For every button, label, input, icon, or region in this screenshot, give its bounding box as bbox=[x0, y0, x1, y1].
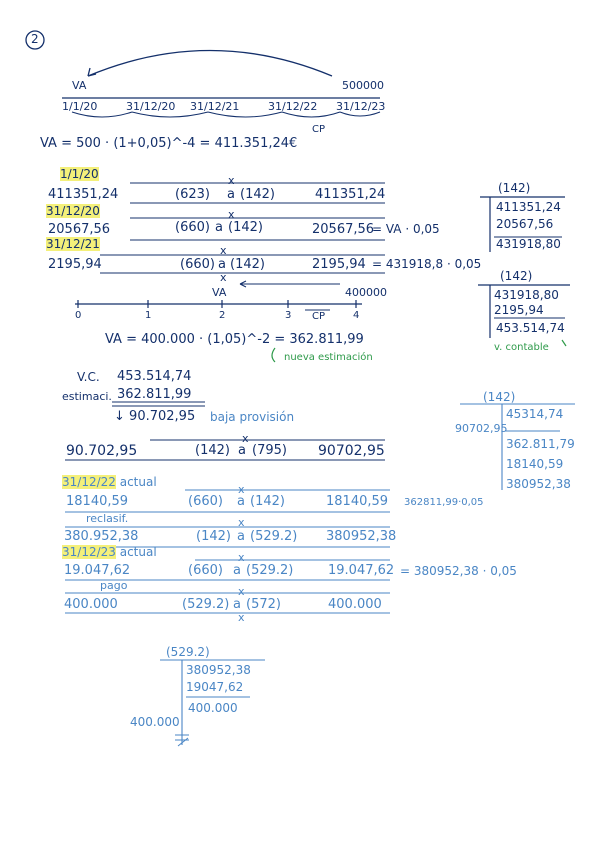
credit-account: (142) bbox=[230, 257, 265, 272]
t-account-total: 431918,80 bbox=[496, 237, 561, 251]
difference-note: baja provisión bbox=[210, 410, 295, 424]
t-account-entry: 362.811,79 bbox=[506, 437, 575, 451]
entry-date: 1/1/20 bbox=[60, 167, 99, 181]
entry-label: reclasif. bbox=[86, 512, 129, 525]
entry-note: = VA · 0,05 bbox=[372, 222, 440, 236]
green-arrow bbox=[272, 348, 275, 362]
timeline2-tick: 3 bbox=[285, 310, 292, 321]
credit-amount: 400.000 bbox=[328, 597, 382, 612]
cp-label: CP bbox=[312, 311, 326, 322]
x-mark: x bbox=[238, 551, 245, 564]
entry-note: 362811,99·0,05 bbox=[404, 497, 484, 508]
a-separator: a bbox=[237, 494, 245, 509]
estimate-value: 362.811,99 bbox=[117, 387, 192, 402]
a-separator: a bbox=[215, 220, 223, 235]
credit-amount: 18140,59 bbox=[326, 494, 389, 509]
timeline2-amount: 400000 bbox=[345, 286, 387, 299]
x-mark: x bbox=[220, 244, 227, 257]
debit-account: (142) bbox=[195, 443, 230, 458]
timeline2-tick: 2 bbox=[219, 310, 226, 321]
t-account-entry: 2195,94 bbox=[494, 303, 544, 317]
credit-account: (795) bbox=[252, 443, 287, 458]
credit-account: (529.2) bbox=[250, 529, 298, 544]
x-mark: x bbox=[238, 483, 245, 496]
credit-amount: 380952,38 bbox=[326, 529, 397, 544]
debit-account: (660) bbox=[180, 257, 215, 272]
t-account-debit: 400.000 bbox=[130, 715, 180, 729]
t-account-entry: 431918,80 bbox=[494, 288, 559, 302]
timeline1-date: 31/12/22 bbox=[268, 100, 318, 113]
timeline2-tick: 1 bbox=[145, 310, 152, 321]
down-arrow-icon: ↓ bbox=[114, 409, 125, 424]
entry-date: 31/12/20 bbox=[46, 204, 100, 218]
debit-account: (660) bbox=[175, 220, 210, 235]
entry-label: actual bbox=[119, 475, 157, 489]
credit-amount: 19.047,62 bbox=[328, 563, 395, 578]
timeline1-date: 31/12/23 bbox=[336, 100, 386, 113]
formula-1: VA = 500 · (1+0,05)^-4 = 411.351,24€ bbox=[40, 136, 298, 151]
debit-amount: 19.047,62 bbox=[64, 563, 131, 578]
vc-label: V.C. bbox=[77, 370, 100, 384]
debit-account: (660) bbox=[188, 563, 223, 578]
debit-amount: 2195,94 bbox=[48, 257, 102, 272]
a-separator: a bbox=[237, 529, 245, 544]
t-account-total: 400.000 bbox=[188, 701, 238, 715]
debit-amount: 18140,59 bbox=[66, 494, 129, 509]
timeline2-tick: 0 bbox=[75, 310, 82, 321]
x-mark: x bbox=[238, 516, 245, 529]
x-mark: x bbox=[238, 585, 245, 598]
entry-note: = 431918,8 · 0,05 bbox=[372, 257, 482, 271]
t-account-title: (529.2) bbox=[166, 645, 210, 659]
x-mark: x bbox=[220, 271, 227, 284]
debit-amount: 90.702,95 bbox=[66, 443, 138, 459]
timeline2-tick: 4 bbox=[353, 310, 360, 321]
entry-date: 31/12/23 bbox=[62, 545, 116, 559]
entry-label: pago bbox=[100, 579, 128, 592]
a-separator: a bbox=[218, 257, 226, 272]
debit-amount: 20567,56 bbox=[48, 222, 111, 237]
debit-amount: 411351,24 bbox=[48, 187, 119, 202]
x-mark: x bbox=[238, 611, 245, 624]
timeline1-amount: 500000 bbox=[342, 79, 384, 92]
credit-amount: 411351,24 bbox=[315, 187, 386, 202]
credit-amount: 90702,95 bbox=[318, 443, 385, 459]
t-account-title: (142) bbox=[498, 181, 531, 195]
x-mark: x bbox=[228, 208, 235, 221]
timeline1-date: 1/1/20 bbox=[62, 100, 98, 113]
entry-date: 31/12/21 bbox=[46, 237, 100, 251]
a-separator: a bbox=[227, 187, 235, 202]
book-value-note: v. contable bbox=[494, 342, 549, 353]
formula-2: VA = 400.000 · (1,05)^-2 = 362.811,99 bbox=[105, 332, 364, 347]
a-separator: a bbox=[233, 597, 241, 612]
t-account-entry: 18140,59 bbox=[506, 457, 564, 471]
x-mark: x bbox=[228, 174, 235, 187]
va-label: VA bbox=[212, 286, 227, 299]
debit-amount: 400.000 bbox=[64, 597, 118, 612]
discount-arrow bbox=[88, 51, 332, 77]
t-account-entry: 45314,74 bbox=[506, 407, 564, 421]
timeline1-date: 31/12/20 bbox=[126, 100, 176, 113]
debit-account: (529.2) bbox=[182, 597, 230, 612]
a-separator: a bbox=[238, 443, 246, 458]
debit-account: (660) bbox=[188, 494, 223, 509]
new-estimate-note: nueva estimación bbox=[284, 352, 373, 363]
t-account-entry: 20567,56 bbox=[496, 217, 554, 231]
t-account-entry: 19047,62 bbox=[186, 680, 244, 694]
a-separator: a bbox=[233, 563, 241, 578]
timeline1-date: 31/12/21 bbox=[190, 100, 240, 113]
t-account-title: (142) bbox=[483, 390, 516, 404]
t-account-entry: 380952,38 bbox=[506, 477, 571, 491]
x-mark: x bbox=[242, 432, 249, 445]
credit-amount: 20567,56 bbox=[312, 222, 375, 237]
credit-account: (142) bbox=[250, 494, 285, 509]
entry-date: 31/12/22 bbox=[62, 475, 116, 489]
t-account-title: (142) bbox=[500, 269, 533, 283]
debit-amount: 380.952,38 bbox=[64, 529, 139, 544]
debit-account: (142) bbox=[196, 529, 231, 544]
entry-note: = 380952,38 · 0,05 bbox=[400, 564, 517, 578]
entry-label: actual bbox=[119, 545, 157, 559]
problem-number: 2 bbox=[31, 32, 39, 46]
debit-account: (623) bbox=[175, 187, 210, 202]
difference-value: 90.702,95 bbox=[129, 409, 196, 424]
t-account-entry: 380952,38 bbox=[186, 663, 251, 677]
estimate-label: estimaci. bbox=[62, 390, 112, 403]
credit-amount: 2195,94 bbox=[312, 257, 366, 272]
cp-label: CP bbox=[312, 124, 326, 135]
va-label: VA bbox=[72, 79, 87, 92]
t-account-total: 453.514,74 bbox=[496, 321, 565, 335]
t-account-debit: 90702,95 bbox=[455, 422, 508, 435]
t-account-entry: 411351,24 bbox=[496, 200, 561, 214]
vc-value: 453.514,74 bbox=[117, 369, 192, 384]
credit-account: (142) bbox=[228, 220, 263, 235]
credit-account: (529.2) bbox=[246, 563, 294, 578]
credit-account: (572) bbox=[246, 597, 281, 612]
credit-account: (142) bbox=[240, 187, 275, 202]
